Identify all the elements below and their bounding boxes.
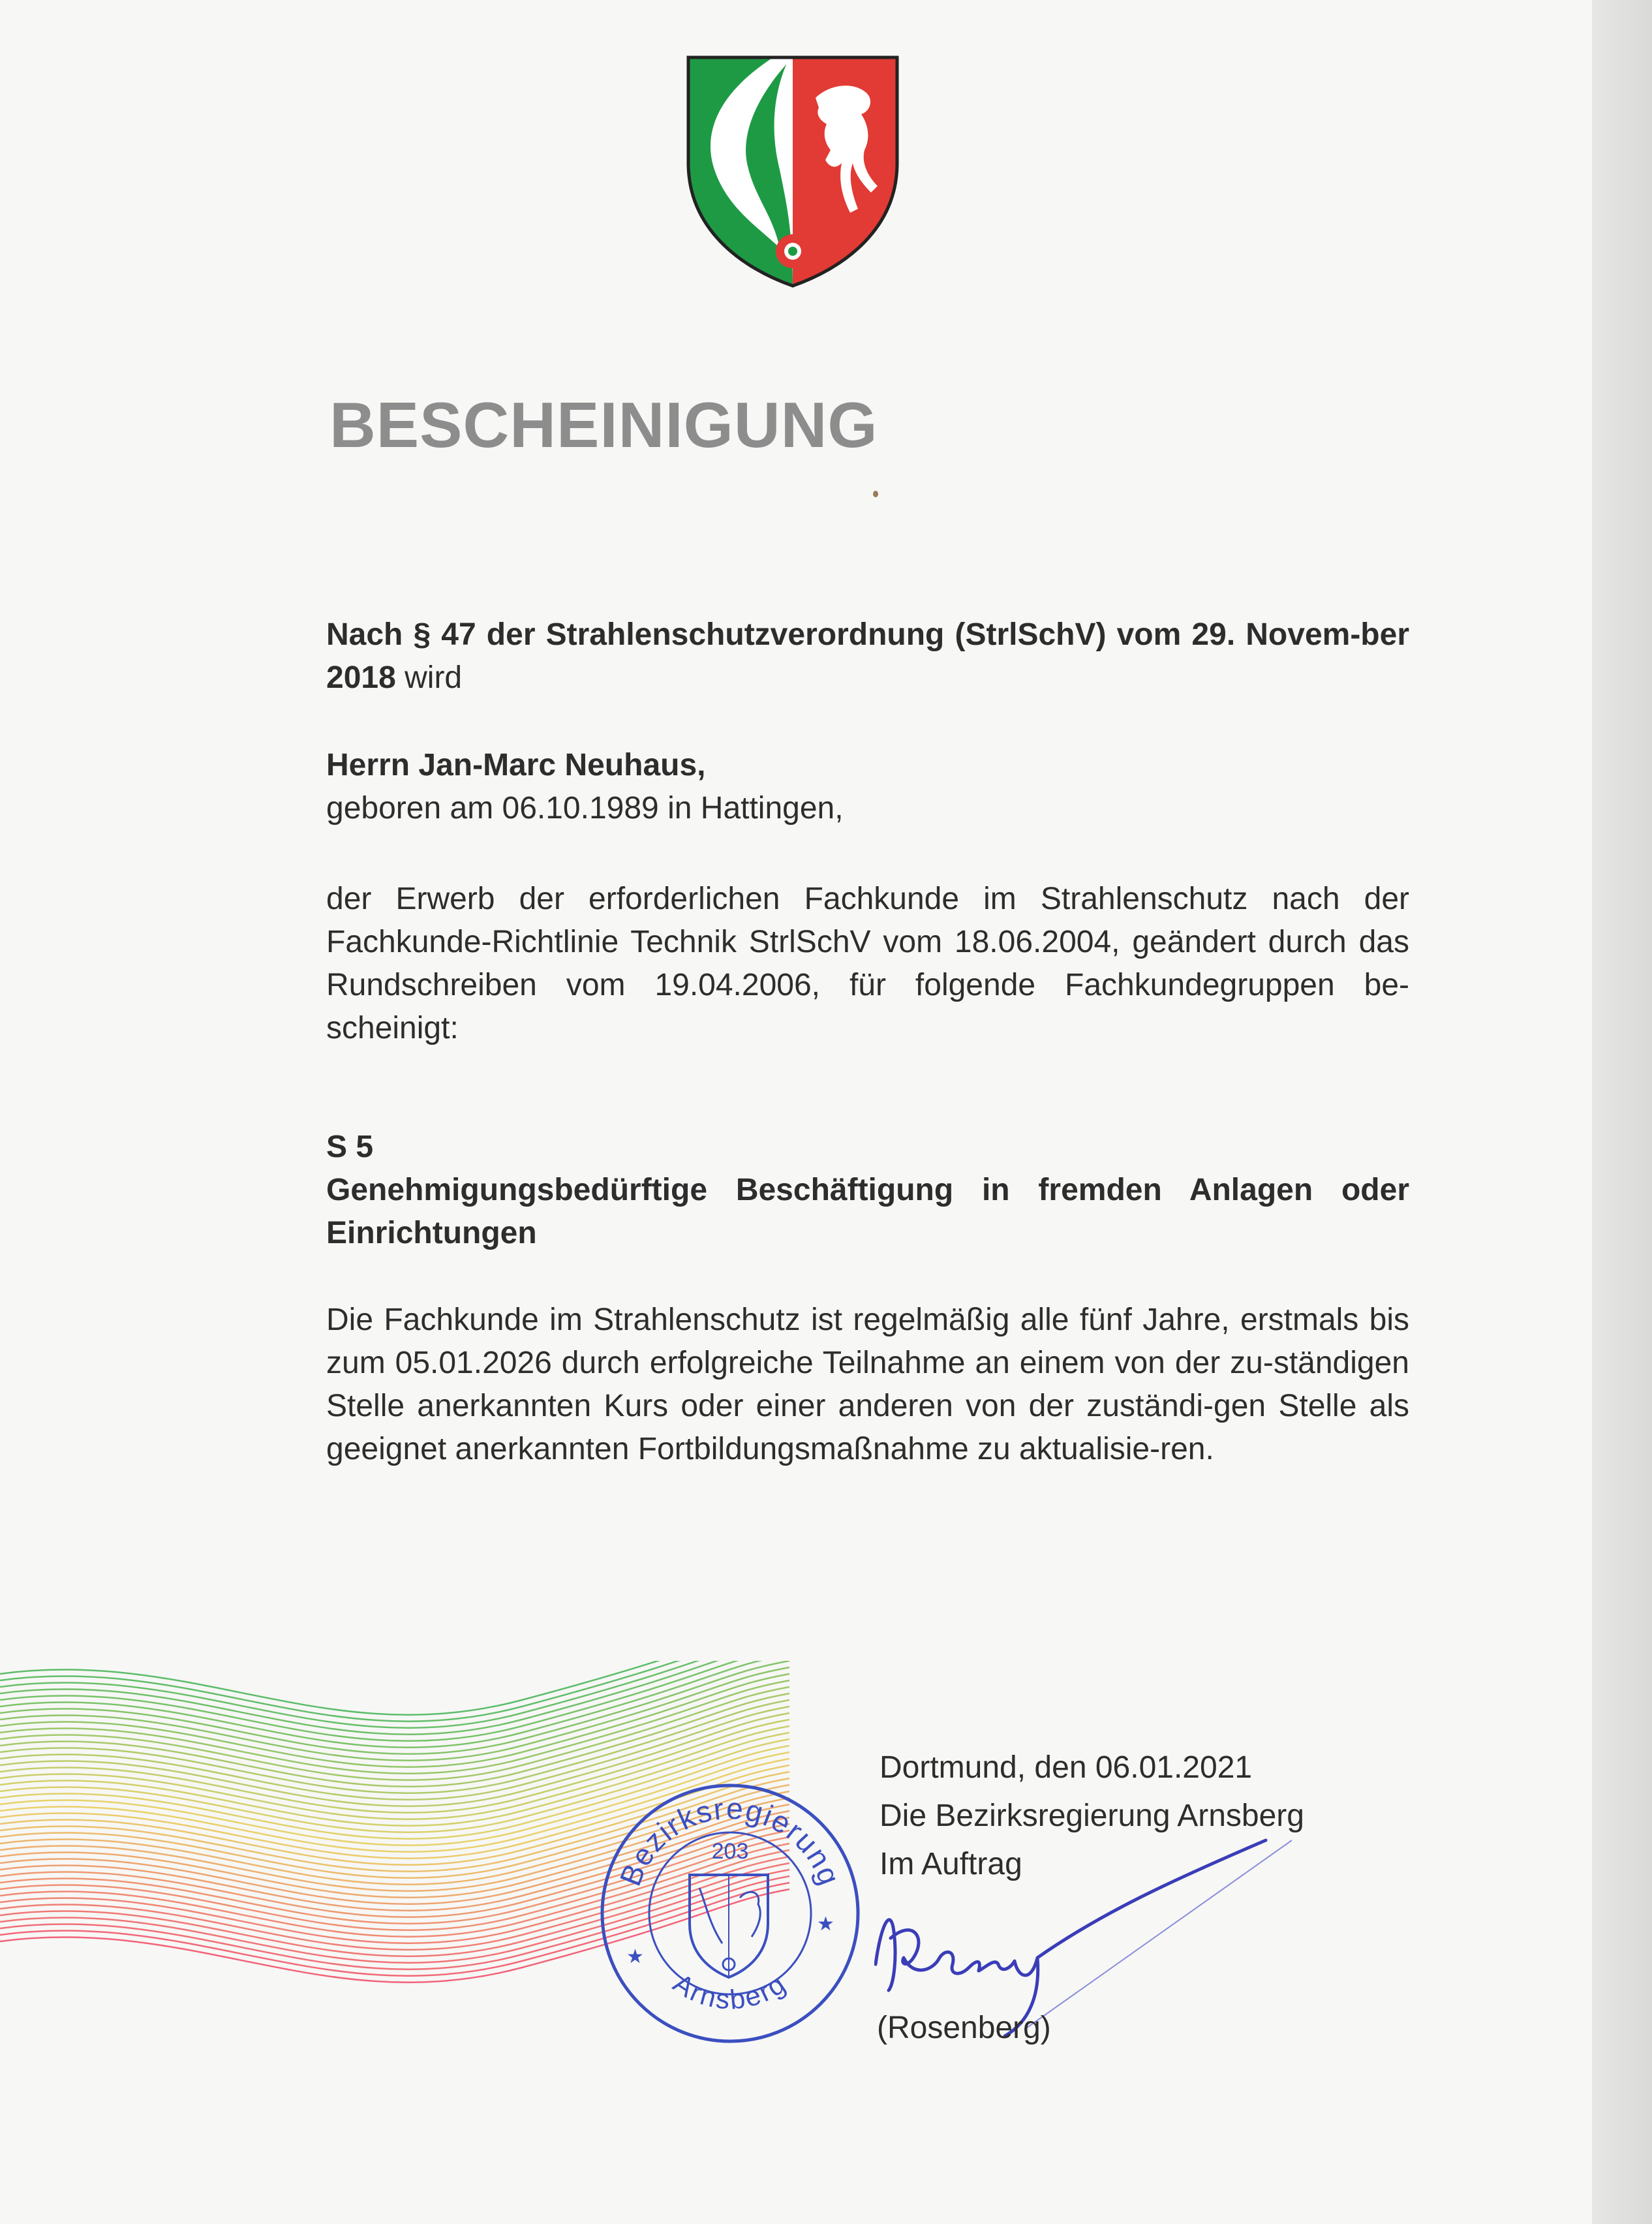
svg-text:Arnsberg bbox=[668, 1968, 792, 2015]
stamp-bottom-text: Arnsberg bbox=[667, 1967, 793, 2015]
page-edge-shadow bbox=[1592, 0, 1652, 2224]
group-code: S 5 bbox=[326, 1130, 374, 1164]
recipient-name: Herrn Jan-Marc Neuhaus, bbox=[326, 748, 706, 782]
official-stamp-icon bbox=[595, 1774, 865, 2053]
svg-text:★: ★ bbox=[626, 1946, 644, 1968]
recipient-block bbox=[326, 744, 1409, 830]
stamp-top-text: Bezirksregierung bbox=[613, 1791, 848, 1891]
group-title: Genehmigungsbedürftige Beschäftigung in fremden Anlagen oder Einrichtungen bbox=[326, 1173, 1409, 1250]
legal-basis-bold: Nach § 47 der Strahlenschutzverordnung (StrlSchV) vom 29. Novem-ber 2018 bbox=[326, 617, 1409, 695]
issuing-authority: Die Bezirksregierung Arnsberg bbox=[880, 1799, 1304, 1833]
speck bbox=[873, 491, 878, 497]
place-date: Dortmund, den 06.01.2021 bbox=[880, 1750, 1253, 1785]
acquisition-text: der Erwerb der erforderlichen Fachkunde im Strahlenschutz nach der Fachkunde-Richtlinie Technik StrlSchV vom 18.06.2004, geändert durch das Rundschreiben vom 19.04.2006, für folgende Fachkundegruppen be-scheinigt: bbox=[326, 882, 1409, 1045]
nrw-coat-of-arms-icon bbox=[682, 52, 904, 290]
expertise-group bbox=[326, 1126, 1409, 1255]
renewal-paragraph bbox=[326, 1299, 1409, 1471]
legal-basis-rest: wird bbox=[395, 660, 463, 695]
signing-capacity: Im Auftrag bbox=[880, 1847, 1022, 1881]
legal-basis-paragraph bbox=[326, 613, 1409, 700]
document-title: BESCHEINIGUNG bbox=[329, 389, 878, 461]
signer-name: (Rosenberg) bbox=[877, 2011, 1051, 2045]
svg-text:★: ★ bbox=[817, 1913, 834, 1935]
renewal-text: Die Fachkunde im Strahlenschutz ist regelmäßig alle fünf Jahre, erstmals bis zum 05.01.2026 durch erfolgreiche Teilnahme an einem von der zu-ständigen Stelle anerkannten Kurs oder einer anderen von der zuständi-gen Stelle als geeignet anerkannten Fortbildungsmaßnahme zu aktualisie-ren. bbox=[326, 1303, 1409, 1466]
recipient-birth: geboren am 06.10.1989 in Hattingen, bbox=[326, 791, 844, 826]
stamp-number: 203 bbox=[711, 1839, 749, 1864]
acquisition-paragraph bbox=[326, 878, 1409, 1050]
